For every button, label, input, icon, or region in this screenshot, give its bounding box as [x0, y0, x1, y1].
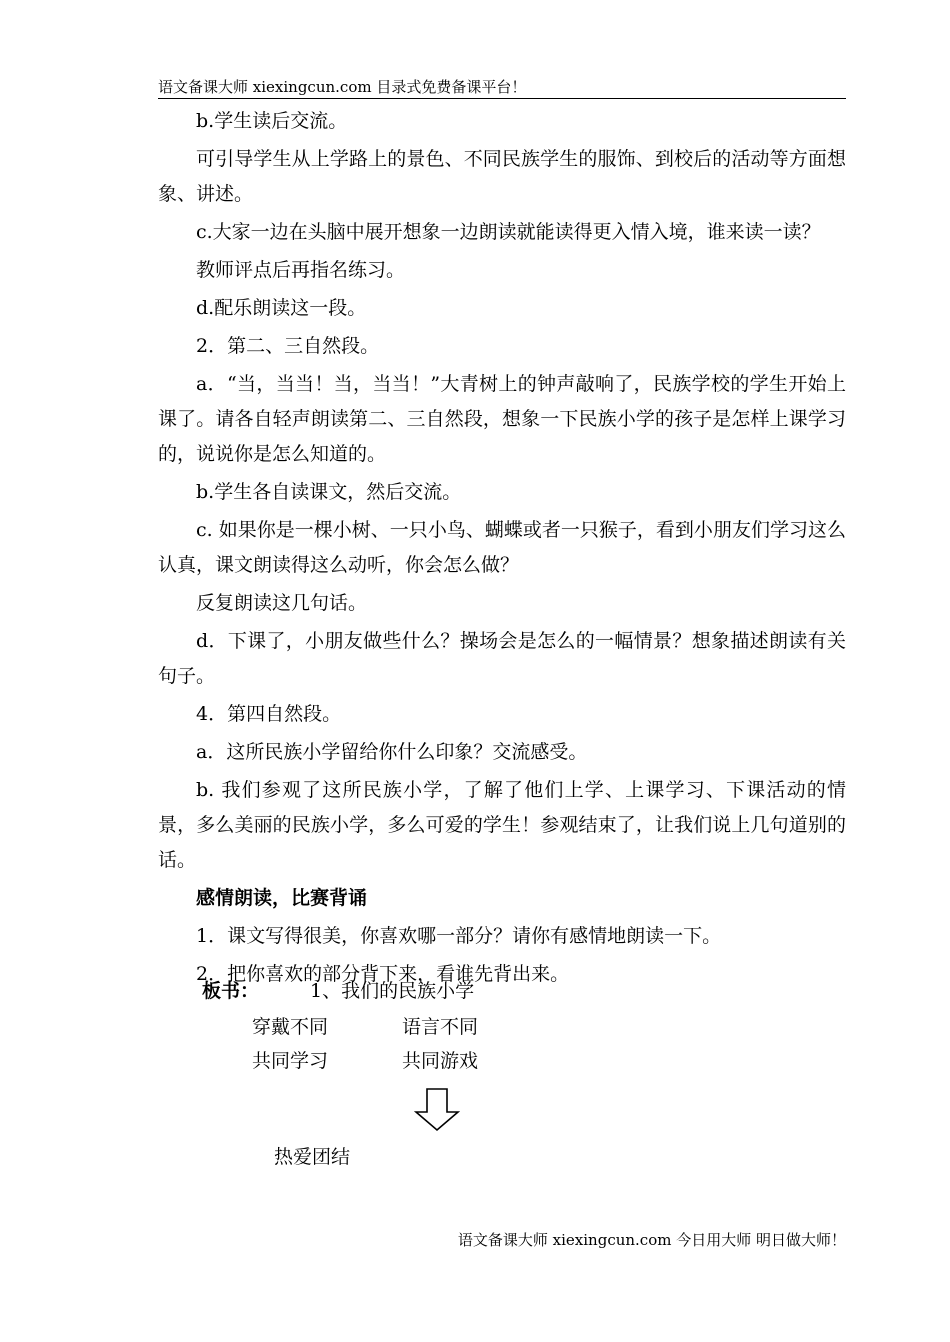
paragraph: a．“当，当当！当，当当！”大青树上的钟声敲响了，民族学校的学生开始上课了。请各自轻声朗读第二、三自然段，想象一下民族小学的孩子是怎样上课学习的，说说你是怎么知道的。: [158, 373, 846, 465]
paragraph: d.配乐朗读这一段。: [196, 297, 367, 319]
board-item: 共同游戏: [402, 1050, 479, 1072]
page-header: 语文备课大师 xiexingcun.com 目录式免费备课平台！: [158, 76, 846, 99]
paragraph: 1．课文写得很美，你喜欢哪一部分？请你有感情地朗读一下。: [196, 925, 722, 947]
board-item: 穿戴不同: [252, 1016, 329, 1038]
paragraph: d．下课了，小朋友做些什么？操场会是怎么的一幅情景？想象描述朗读有关句子。: [158, 630, 846, 687]
down-arrow-icon: [414, 1088, 460, 1132]
board-item: 语言不同: [402, 1016, 479, 1038]
board-item: 共同学习: [252, 1050, 329, 1072]
paragraph: 2．把你喜欢的部分背下来，看谁先背出来。: [196, 963, 570, 985]
paragraph: a．这所民族小学留给你什么印象？交流感受。: [196, 741, 588, 763]
paragraph: 反复朗读这几句话。: [196, 592, 368, 614]
page-footer: 语文备课大师 xiexingcun.com 今日用大师 明日做大师！: [457, 1231, 846, 1249]
paragraph: 可引导学生从上学路上的景色、不同民族学生的服饰、到校后的活动等方面想象、讲述。: [158, 148, 846, 205]
board-conclusion: 热爱团结: [274, 1146, 351, 1168]
board-title: 1、我们的民族小学: [310, 980, 475, 1002]
paragraph: b.学生各自读课文，然后交流。: [196, 481, 462, 503]
paragraph: 教师评点后再指名练习。: [196, 259, 406, 281]
section-heading: 感情朗读，比赛背诵: [196, 887, 368, 909]
board-label: 板书：: [202, 980, 260, 1002]
paragraph: 4．第四自然段。: [196, 703, 342, 725]
paragraph: b.学生读后交流。: [196, 110, 348, 132]
paragraph: 2．第二、三自然段。: [196, 335, 380, 357]
paragraph: b. 我们参观了这所民族小学，了解了他们上学、上课学习、下课活动的情景，多么美丽的民族小学，多么可爱的学生！参观结束了，让我们说上几句道别的话。: [158, 779, 846, 871]
lesson-body: [158, 104, 846, 995]
paragraph: c.大家一边在头脑中展开想象一边朗读就能读得更入情入境，谁来读一读？: [196, 221, 821, 243]
paragraph: c. 如果你是一棵小树、一只小鸟、蝴蝶或者一只猴子，看到小朋友们学习这么认真，课文朗读得这么动听，你会怎么做？: [158, 519, 846, 576]
